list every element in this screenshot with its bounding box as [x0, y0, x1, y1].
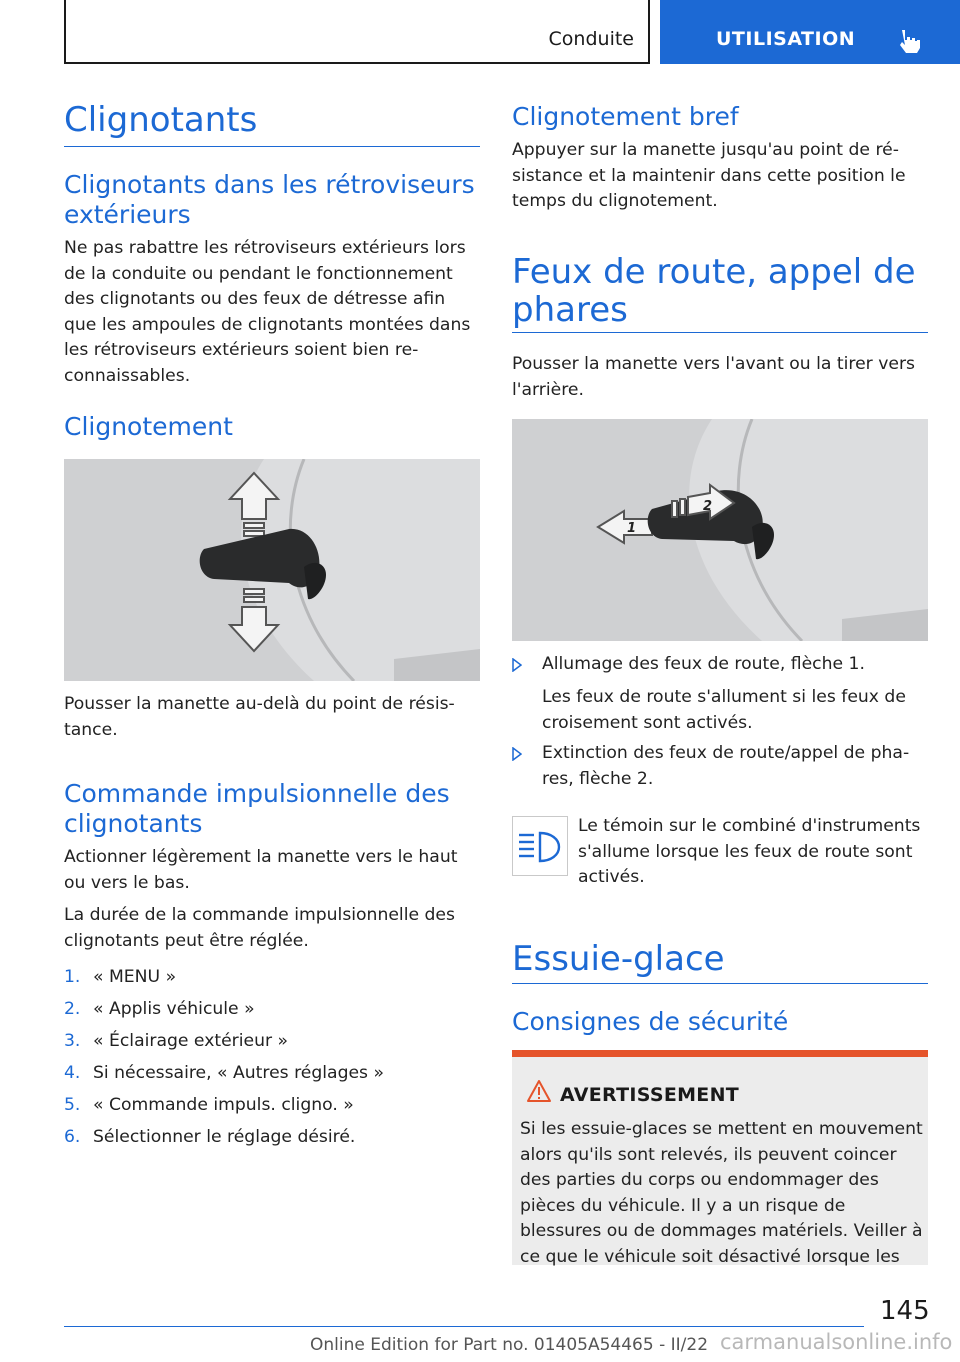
- header-section-title: Conduite: [548, 28, 634, 50]
- bullet-text: Extinction des feux de route/appel de phares, flèche 2.: [542, 743, 910, 789]
- figure-arrow-label-1: 1: [627, 521, 637, 536]
- pointing-hand-icon: [896, 26, 924, 54]
- heading-essuie-glace: Essuie-glace: [512, 939, 725, 979]
- header-chapter-title: UTILISATION: [716, 28, 856, 50]
- warning-text: Si les essuie-glaces se mettent en mouvement alors qu'ils sont relevés, ils peuvent coincer des parties du corps ou endommager des pièces du véhicule. Il y a un risque de blessures ou de dommages matériels. Veiller à ce que le véhicule soit désactivé lorsque les: [520, 1119, 923, 1267]
- warning-title: AVERTISSEMENT: [560, 1084, 740, 1106]
- footer-rule: [64, 1326, 864, 1327]
- list-item-number: 3.: [64, 1031, 81, 1051]
- header-section-box: [64, 0, 650, 64]
- bullet-subtext: Les feux de route s'allument si les feux de croisement sont activés.: [542, 687, 906, 733]
- settings-steps-list: [64, 965, 480, 1165]
- indicator-description: Le témoin sur le combiné d'instruments s'allume lorsque les feux de route sont activés.: [578, 816, 921, 887]
- heading-rule: [512, 983, 928, 984]
- high-beam-indicator-icon: [512, 816, 568, 876]
- bullet-triangle-icon: [512, 747, 522, 761]
- warning-triangle-icon: [526, 1079, 552, 1103]
- list-item-number: 4.: [64, 1063, 81, 1083]
- list-item-text: « Commande impuls. cligno. »: [93, 1095, 354, 1115]
- bullet-triangle-icon: [512, 658, 522, 672]
- heading-clignotants: Clignotants: [64, 100, 258, 140]
- paragraph-impuls-1: Actionner légèrement la manette vers le haut ou vers le bas.: [64, 847, 458, 893]
- paragraph-clignotement: Pousser la manette au-delà du point de résistance.: [64, 694, 455, 740]
- high-beam-stalk-image: [512, 419, 928, 641]
- list-item-text: Si nécessaire, « Autres réglages »: [93, 1063, 384, 1083]
- paragraph-feux-de-route: Pousser la manette vers l'avant ou la tirer vers l'arrière.: [512, 354, 915, 400]
- bullet-item: [512, 741, 928, 801]
- paragraph-clignotement-bref: Appuyer sur la manette jusqu'au point de résistance et la maintenir dans cette position le temps du clignotement.: [512, 140, 906, 211]
- list-item-number: 6.: [64, 1127, 81, 1147]
- heading-feux-de-route: Feux de route, appel de phares: [512, 252, 916, 330]
- heading-clignotement-bref: Clignotement bref: [512, 102, 739, 131]
- heading-consignes-securite: Consignes de sécurité: [512, 1007, 789, 1036]
- page-number: 145: [880, 1296, 930, 1326]
- header-chapter-tab: [660, 0, 960, 64]
- heading-rule: [512, 332, 928, 333]
- list-item-text: Sélectionner le réglage désiré.: [93, 1127, 356, 1147]
- figure-arrow-label-2: 2: [703, 499, 713, 514]
- heading-commande-impulsionnelle: Commande impulsionnelle des clignotants: [64, 779, 450, 838]
- list-item-number: 5.: [64, 1095, 81, 1115]
- warning-box: [512, 1050, 928, 1265]
- paragraph-retroviseurs: Ne pas rabattre les rétroviseurs extérieurs lors de la conduite ou pendant le fonctionnement des clignotants ou des feux de détresse afin que les ampoules de clignotants montées dans les rétroviseurs extérieurs soient bien reconnaissables.: [64, 238, 471, 386]
- list-item-text: « Applis véhicule »: [93, 999, 255, 1019]
- list-item-number: 2.: [64, 999, 81, 1019]
- footer-edition: Online Edition for Part no. 01405A54465 - II/22: [310, 1335, 709, 1355]
- heading-retroviseurs: Clignotants dans les rétroviseurs extérieurs: [64, 170, 475, 229]
- list-item-number: 1.: [64, 967, 81, 987]
- heading-rule: [64, 146, 480, 147]
- list-item-text: « MENU »: [93, 967, 177, 987]
- watermark: carmanualsonline.info: [720, 1330, 953, 1354]
- list-item-text: « Éclairage extérieur »: [93, 1031, 289, 1051]
- turn-signal-stalk-image: [64, 459, 480, 681]
- heading-clignotement: Clignotement: [64, 412, 233, 441]
- paragraph-impuls-2: La durée de la commande impulsionnelle des clignotants peut être réglée.: [64, 905, 455, 951]
- bullet-text: Allumage des feux de route, flèche 1.: [542, 654, 865, 674]
